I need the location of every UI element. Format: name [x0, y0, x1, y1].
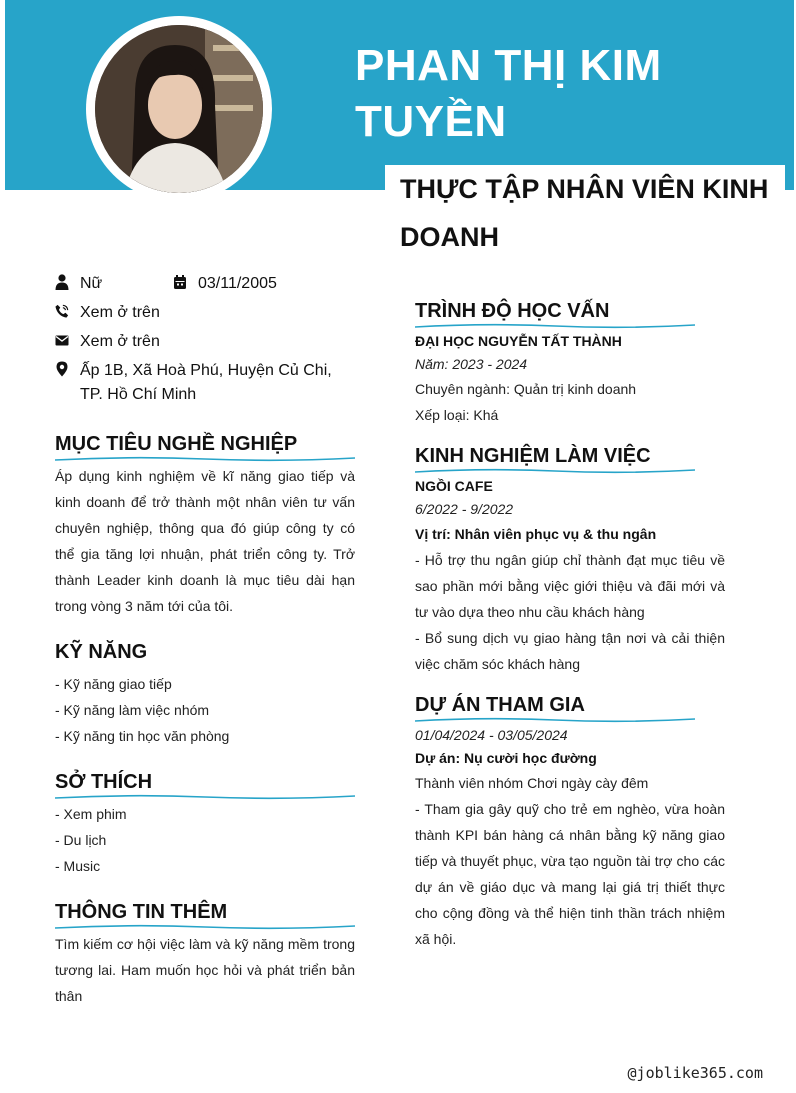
education-years: Năm: 2023 - 2024: [415, 356, 528, 372]
skill-item: - Kỹ năng làm việc nhóm: [55, 702, 210, 718]
hobbies-title: SỞ THÍCH: [55, 771, 153, 793]
education-title: TRÌNH ĐỘ HỌC VẤN: [415, 300, 610, 322]
footer-watermark: @joblike365.com: [627, 1064, 763, 1082]
hobby-item: - Xem phim: [55, 806, 127, 822]
education-grade: Xếp loại: Khá: [415, 407, 499, 423]
email-value: Xem ở trên: [80, 333, 160, 350]
job-title-box: [385, 165, 785, 261]
skill-item: - Kỹ năng tin học văn phòng: [55, 728, 230, 744]
avatar: [86, 16, 272, 202]
envelope-icon: [55, 332, 69, 348]
hobby-item: - Music: [55, 858, 101, 874]
skills-title: KỸ NĂNG: [55, 641, 148, 663]
calendar-icon: [173, 274, 187, 290]
project-role: Thành viên nhóm Chơi ngày cày đêm: [415, 775, 649, 791]
location-pin-icon: [55, 361, 69, 377]
profile-photo-illustration: [95, 25, 263, 193]
experience-duty: - Bổ sung dịch vụ giao hàng tận nơi và cải thiện việc chăm sóc khách hàng: [415, 630, 725, 672]
experience-duty: - Hỗ trợ thu ngân giúp chỉ thành đạt mục tiêu về sao phần mới bằng việc giới thiệu và đãi mới và tư vào dựa theo nhu cầu khách hàng: [415, 552, 725, 620]
project-period: 01/04/2024 - 03/05/2024: [415, 727, 568, 743]
project-description: - Tham gia gây quỹ cho trẻ em nghèo, vừa hoàn thành KPI bán hàng cá nhân bằng kỹ năng giao tiếp và thuyết phục, vừa tạo nguồn tài trợ cho các dự án về giáo dục và mang lại giá trị thiết thực cho cộng đồng và thể hiện tinh thần trách nhiệm xã hội.: [415, 801, 725, 947]
skill-item: - Kỹ năng giao tiếp: [55, 676, 172, 692]
additional-info-title: THÔNG TIN THÊM: [55, 901, 228, 923]
address-value: Ấp 1B, Xã Hoà Phú, Huyện Củ Chi, TP. Hồ Chí Minh: [80, 362, 332, 403]
profile-photo: [95, 25, 263, 193]
additional-info-text: Tìm kiếm cơ hội việc làm và kỹ năng mềm trong tương lai. Ham muốn học hỏi và phát triển bản thân: [55, 936, 355, 1004]
experience-position: Vị trí: Nhân viên phục vụ & thu ngân: [415, 526, 657, 542]
objective-divider: [55, 455, 355, 463]
experience-title: KINH NGHIỆM LÀM VIỆC: [415, 445, 651, 467]
school-name: ĐẠI HỌC NGUYỄN TẤT THÀNH: [415, 333, 622, 349]
job-title: THỰC TẬP NHÂN VIÊN KINH DOANH: [400, 174, 769, 252]
objective-title: MỤC TIÊU NGHỀ NGHIỆP: [55, 433, 298, 455]
additional-info-divider: [55, 923, 355, 931]
projects-title: DỰ ÁN THAM GIA: [415, 694, 585, 716]
company-name: NGỒI CAFE: [415, 478, 493, 494]
project-name: Dự án: Nụ cười học đường: [415, 750, 597, 766]
experience-period: 6/2022 - 9/2022: [415, 501, 514, 517]
birthdate-value: 03/11/2005: [198, 275, 277, 292]
candidate-name: PHAN THỊ KIM TUYỀN: [355, 41, 662, 146]
gender-value: Nữ: [80, 275, 103, 292]
phone-value: Xem ở trên: [80, 304, 160, 321]
objective-text: Áp dụng kinh nghiệm về kĩ năng giao tiếp và kinh doanh để trở thành một nhân viên tư vấn chuyên nghiệp, thông qua đó giúp công ty có thể gia tăng lợi nhuận, phát triển công ty. Trở thành Leader kinh doanh là mục tiêu dài hạn trong vòng 3 năm tới của tôi.: [55, 468, 355, 614]
phone-icon: [55, 303, 69, 319]
education-major: Chuyên ngành: Quản trị kinh doanh: [415, 381, 637, 397]
hobbies-divider: [55, 793, 355, 801]
hobby-item: - Du lịch: [55, 832, 107, 848]
person-icon: [55, 274, 69, 290]
